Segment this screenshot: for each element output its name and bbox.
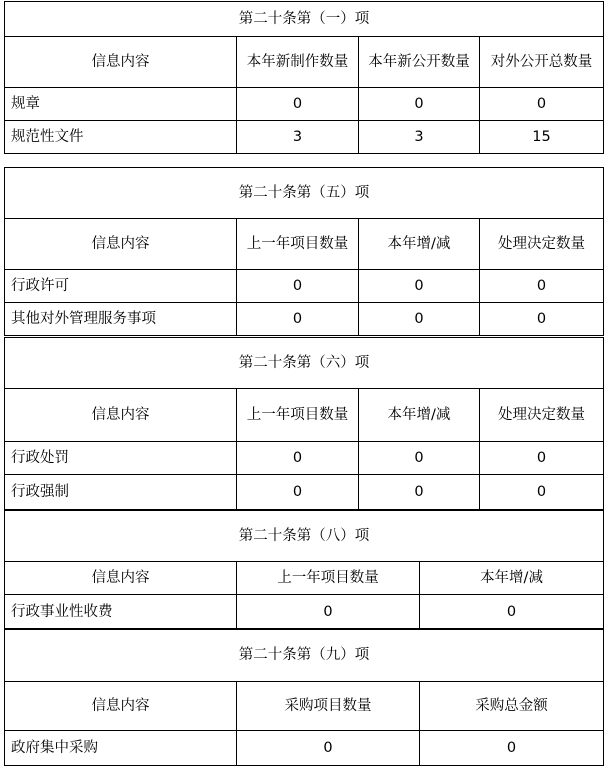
header-cell: 上一年项目数量 [237, 389, 359, 442]
row-label: 规章 [5, 88, 237, 121]
header-cell: 本年增/减 [420, 562, 604, 595]
header-cell: 采购项目数量 [237, 682, 420, 731]
value-cell: 0 [420, 731, 604, 766]
header-row [5, 219, 604, 270]
table-row [5, 270, 604, 303]
header-cell: 信息内容 [5, 389, 237, 442]
header-row [5, 37, 604, 88]
section-title-row [5, 629, 604, 682]
section-table-2 [4, 167, 604, 336]
section-title-row [5, 511, 604, 562]
row-label: 行政许可 [5, 270, 237, 303]
table-row [5, 731, 604, 766]
header-row [5, 562, 604, 595]
value-cell: 3 [359, 121, 480, 154]
table-row [5, 88, 604, 121]
table-row [5, 303, 604, 336]
section-table-4 [4, 510, 604, 630]
value-cell: 0 [237, 595, 420, 630]
section-title-row [5, 338, 604, 389]
row-label: 规范性文件 [5, 121, 237, 154]
section-table-3 [4, 337, 604, 510]
header-cell: 采购总金额 [420, 682, 604, 731]
value-cell: 0 [420, 595, 604, 630]
value-cell: 0 [359, 303, 480, 336]
value-cell: 0 [237, 475, 359, 510]
header-cell: 处理决定数量 [480, 219, 604, 270]
table-row [5, 442, 604, 475]
value-cell: 15 [480, 121, 604, 154]
value-cell: 0 [237, 88, 359, 121]
value-cell: 0 [480, 88, 604, 121]
header-cell: 信息内容 [5, 682, 237, 731]
value-cell: 0 [237, 270, 359, 303]
header-row [5, 682, 604, 731]
section-title: 第二十条第（一）项 [5, 2, 604, 37]
section-title: 第二十条第（五）项 [5, 168, 604, 219]
value-cell: 0 [359, 88, 480, 121]
value-cell: 0 [480, 270, 604, 303]
section-title: 第二十条第（六）项 [5, 338, 604, 389]
header-cell: 上一年项目数量 [237, 562, 420, 595]
header-cell: 信息内容 [5, 562, 237, 595]
row-label: 政府集中采购 [5, 731, 237, 766]
value-cell: 0 [359, 270, 480, 303]
row-label: 行政处罚 [5, 442, 237, 475]
table-row [5, 121, 604, 154]
row-label: 行政强制 [5, 475, 237, 510]
header-cell: 信息内容 [5, 219, 237, 270]
header-cell: 信息内容 [5, 37, 237, 88]
section-title: 第二十条第（九）项 [5, 629, 604, 682]
section-table-1 [4, 1, 604, 154]
table-row [5, 475, 604, 510]
value-cell: 0 [359, 475, 480, 510]
table-row [5, 595, 604, 630]
value-cell: 0 [480, 475, 604, 510]
section-title: 第二十条第（八）项 [5, 511, 604, 562]
value-cell: 0 [359, 442, 480, 475]
header-cell: 本年增/减 [359, 389, 480, 442]
header-cell: 本年增/减 [359, 219, 480, 270]
value-cell: 0 [237, 731, 420, 766]
header-cell: 上一年项目数量 [237, 219, 359, 270]
header-cell: 对外公开总数量 [480, 37, 604, 88]
section-title-row [5, 168, 604, 219]
value-cell: 0 [480, 303, 604, 336]
value-cell: 0 [237, 303, 359, 336]
header-cell: 本年新公开数量 [359, 37, 480, 88]
header-row [5, 389, 604, 442]
section-table-5 [4, 628, 604, 766]
value-cell: 0 [237, 442, 359, 475]
header-cell: 处理决定数量 [480, 389, 604, 442]
row-label: 行政事业性收费 [5, 595, 237, 630]
row-label: 其他对外管理服务事项 [5, 303, 237, 336]
value-cell: 3 [237, 121, 359, 154]
section-title-row [5, 2, 604, 37]
value-cell: 0 [480, 442, 604, 475]
header-cell: 本年新制作数量 [237, 37, 359, 88]
